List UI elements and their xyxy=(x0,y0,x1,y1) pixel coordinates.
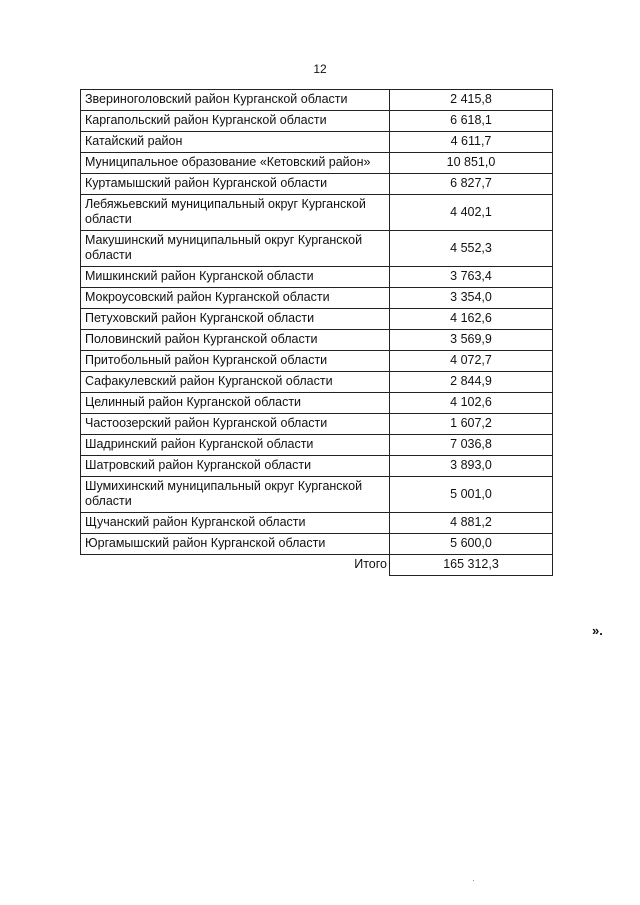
table-row xyxy=(81,111,553,132)
table-row xyxy=(81,288,553,309)
district-name: Каргапольский район Курганской области xyxy=(81,111,390,132)
district-amount: 4 611,7 xyxy=(390,132,553,153)
district-amount: 10 851,0 xyxy=(390,153,553,174)
scan-artifact xyxy=(473,880,474,881)
budget-distribution-table xyxy=(80,89,553,576)
district-amount: 2 415,8 xyxy=(390,90,553,111)
table-row xyxy=(81,477,553,513)
table-row xyxy=(81,90,553,111)
district-name: Половинский район Курганской области xyxy=(81,330,390,351)
district-amount: 7 036,8 xyxy=(390,435,553,456)
district-amount: 4 402,1 xyxy=(390,195,553,231)
table-row xyxy=(81,309,553,330)
table-row xyxy=(81,435,553,456)
table-row xyxy=(81,174,553,195)
district-amount: 4 162,6 xyxy=(390,309,553,330)
district-amount: 3 354,0 xyxy=(390,288,553,309)
district-name: Целинный район Курганской области xyxy=(81,393,390,414)
table-row xyxy=(81,195,553,231)
district-name: Притобольный район Курганской области xyxy=(81,351,390,372)
district-name: Звериноголовский район Курганской области xyxy=(81,90,390,111)
table-row xyxy=(81,393,553,414)
table-row xyxy=(81,351,553,372)
table-row xyxy=(81,456,553,477)
district-name: Мокроусовский район Курганской области xyxy=(81,288,390,309)
district-name: Макушинский муниципальный округ Курганской области xyxy=(81,231,390,267)
district-amount: 4 881,2 xyxy=(390,513,553,534)
table-row xyxy=(81,132,553,153)
total-amount: 165 312,3 xyxy=(390,555,553,576)
district-name: Юргамышский район Курганской области xyxy=(81,534,390,555)
district-name: Щучанский район Курганской области xyxy=(81,513,390,534)
table-row xyxy=(81,267,553,288)
table-row xyxy=(81,372,553,393)
district-amount: 5 600,0 xyxy=(390,534,553,555)
district-name: Частоозерский район Курганской области xyxy=(81,414,390,435)
district-name: Шумихинский муниципальный округ Курганской области xyxy=(81,477,390,513)
district-name: Шадринский район Курганской области xyxy=(81,435,390,456)
table-row xyxy=(81,513,553,534)
closing-quote: ». xyxy=(592,623,603,638)
total-label: Итого xyxy=(81,555,390,576)
district-name: Мишкинский район Курганской области xyxy=(81,267,390,288)
district-amount: 1 607,2 xyxy=(390,414,553,435)
district-name: Лебяжьевский муниципальный округ Курганской области xyxy=(81,195,390,231)
district-amount: 5 001,0 xyxy=(390,477,553,513)
table-row xyxy=(81,534,553,555)
page-number: 12 xyxy=(313,62,327,76)
table-row xyxy=(81,231,553,267)
district-name: Петуховский район Курганской области xyxy=(81,309,390,330)
district-amount: 3 569,9 xyxy=(390,330,553,351)
total-row xyxy=(81,555,553,576)
district-name: Катайский район xyxy=(81,132,390,153)
table-row xyxy=(81,330,553,351)
district-amount: 4 552,3 xyxy=(390,231,553,267)
district-amount: 6 827,7 xyxy=(390,174,553,195)
district-amount: 2 844,9 xyxy=(390,372,553,393)
district-amount: 6 618,1 xyxy=(390,111,553,132)
table-row xyxy=(81,153,553,174)
district-amount: 3 893,0 xyxy=(390,456,553,477)
district-amount: 4 072,7 xyxy=(390,351,553,372)
district-amount: 4 102,6 xyxy=(390,393,553,414)
district-name: Сафакулевский район Курганской области xyxy=(81,372,390,393)
table-row xyxy=(81,414,553,435)
district-amount: 3 763,4 xyxy=(390,267,553,288)
district-name: Муниципальное образование «Кетовский район» xyxy=(81,153,390,174)
district-name: Куртамышский район Курганской области xyxy=(81,174,390,195)
district-name: Шатровский район Курганской области xyxy=(81,456,390,477)
